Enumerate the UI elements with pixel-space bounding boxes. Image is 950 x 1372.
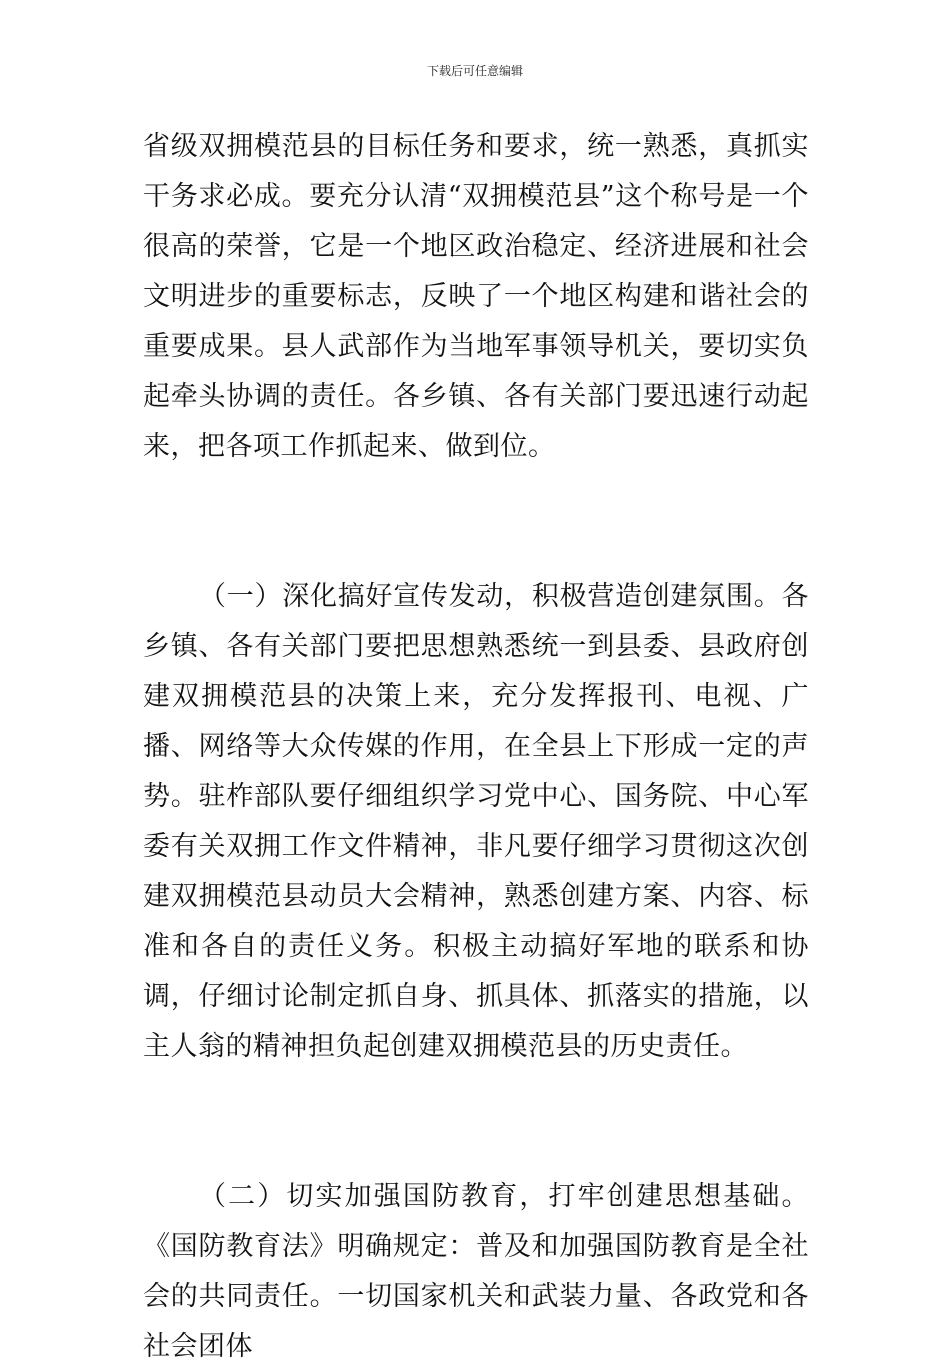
paragraph-continuation: 省级双拥模范县的目标任务和要求，统一熟悉，真抓实干务求必成。要充分认清“双拥模范县”这个称号是一个很高的荣誉，它是一个地区政治稳定、经济进展和社会文明进步的重要标志，反映了一个地区构建和谐社会的重要成果。县人武部作为当地军事领导机关，要切实负起牵头协调的责任。各乡镇、各有关部门要迅速行动起来，把各项工作抓起来、做到位。 — [143, 131, 809, 462]
paragraph-gap — [143, 1072, 809, 1172]
paragraph-section-2: （二）切实加强国防教育，打牢创建思想基础。《国防教育法》明确规定：普及和加强国防教育是全社会的共同责任。一切国家机关和武装力量、各政党和各社会团体 — [143, 1181, 809, 1362]
document-body — [143, 122, 809, 1372]
paragraph-gap — [143, 472, 809, 572]
paragraph-section-1: （一）深化搞好宣传发动，积极营造创建氛围。各乡镇、各有关部门要把思想熟悉统一到县委、县政府创建双拥模范县的决策上来，充分发挥报刊、电视、广播、网络等大众传媒的作用，在全县上下形成一定的声势。驻柞部队要仔细组织学习党中心、国务院、中心军委有关双拥工作文件精神，非凡要仔细学习贯彻这次创建双拥模范县动员大会精神，熟悉创建方案、内容、标准和各自的责任义务。积极主动搞好军地的联系和协调，仔细讨论制定抓自身、抓具体、抓落实的措施，以主人翁的精神担负起创建双拥模范县的历史责任。 — [143, 581, 809, 1062]
page-header-note: 下载后可任意编辑 — [426, 64, 523, 78]
